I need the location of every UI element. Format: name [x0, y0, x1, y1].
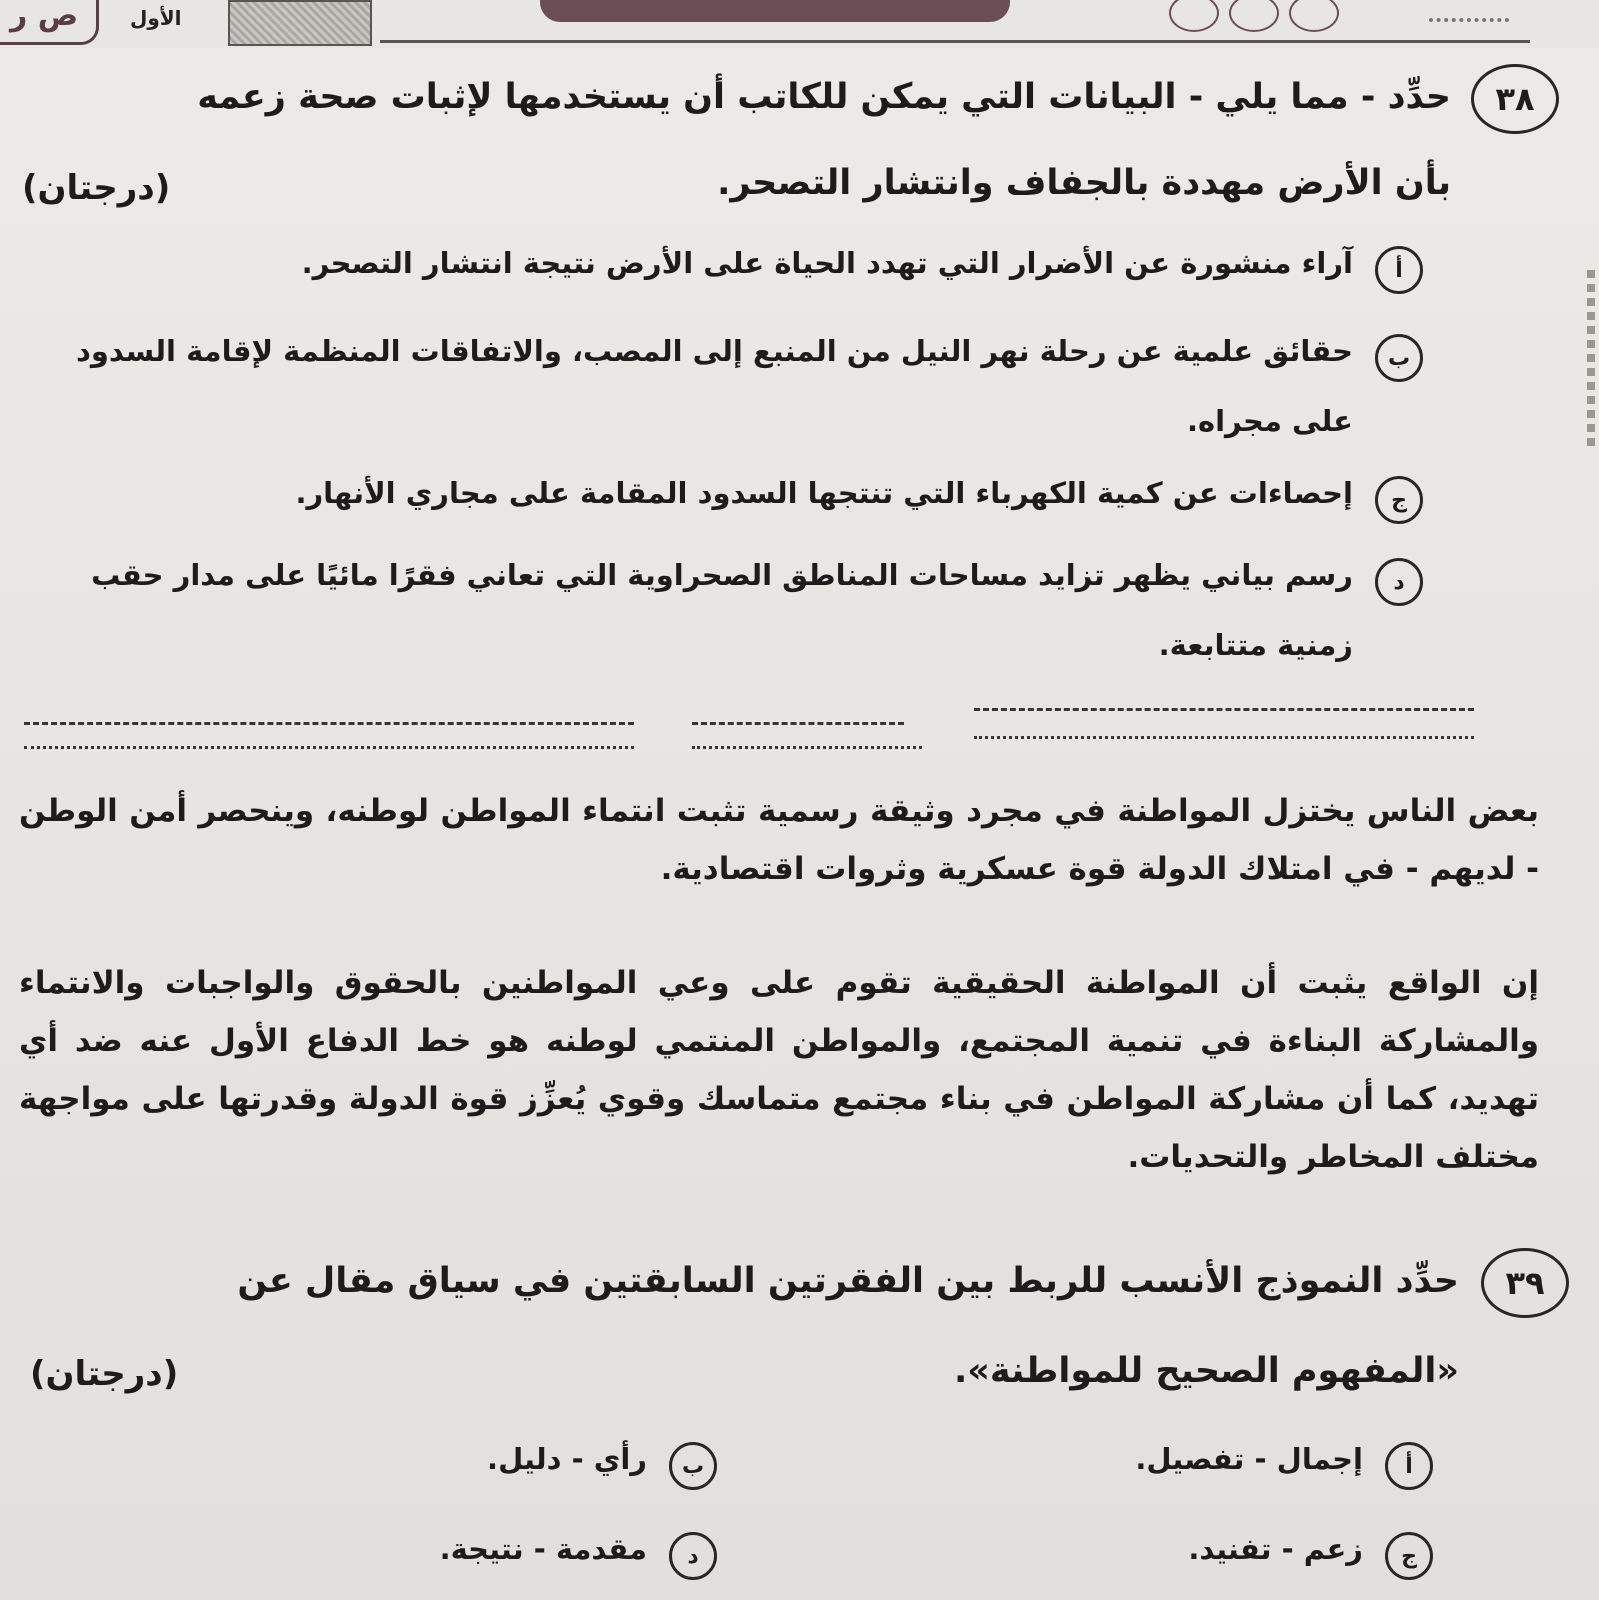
q38-option-a[interactable] [23, 240, 1423, 298]
edition-label: الأول [130, 6, 182, 30]
header-divider [380, 40, 1530, 43]
question-39-number: ٣٩ [1481, 1248, 1569, 1318]
option-letter-a: أ [1375, 246, 1423, 294]
q39-option-b[interactable] [277, 1436, 717, 1494]
option-letter-c: ج [1375, 476, 1423, 524]
option-text: رأي - دليل. [487, 1442, 647, 1476]
question-38-line2: بأن الأرض مهددة بالجفاف وانتشار التصحر. [717, 163, 1451, 203]
side-marks [1587, 270, 1595, 450]
option-letter-c: ج [1385, 1532, 1433, 1580]
separator-line [692, 722, 904, 733]
question-38-grade: (درجتان) [22, 168, 171, 208]
option-text: مقدمة - نتيجة. [439, 1532, 647, 1566]
header-badges [1169, 0, 1339, 32]
question-39-line1: حدِّد النموذج الأنسب للربط بين الفقرتين السابقتين في سياق مقال عن [237, 1261, 1459, 1301]
option-text: حقائق علمية عن رحلة نهر النيل من المنبع إلى المصب، والاتفاقات المنظمة لإقامة السدود على مجراه. [75, 334, 1353, 438]
header-dots [1429, 18, 1509, 22]
q39-option-a[interactable] [993, 1436, 1433, 1494]
option-text: آراء منشورة عن الأضرار التي تهدد الحياة على الأرض نتيجة انتشار التصحر. [301, 246, 1353, 280]
option-letter-d: د [669, 1532, 717, 1580]
logo-icon [228, 0, 372, 46]
brand-mark [0, 0, 99, 45]
separator-line [692, 746, 922, 757]
brand-text: ص ر [10, 0, 79, 33]
separator-line [24, 722, 634, 733]
q38-option-b[interactable] [23, 328, 1423, 456]
separator-line [974, 708, 1474, 719]
separator-line [24, 746, 634, 757]
passage-paragraph-1: بعض الناس يختزل المواطنة في مجرد وثيقة رسمية تثبت انتماء المواطن لوطنه، وينحصر أمن الوطن - لديهم - في امتلاك الدولة قوة عسكرية وثروات اقتصادية. [19, 793, 1539, 887]
page-header [0, 0, 1599, 48]
question-38-number: ٣٨ [1471, 64, 1559, 134]
option-text: رسم بياني يظهر تزايد مساحات المناطق الصحراوية التي تعاني فقرًا مائيًا على مدار حقب زمنية متتابعة. [91, 558, 1353, 662]
option-letter-d: د [1375, 558, 1423, 606]
option-letter-b: ب [669, 1442, 717, 1490]
badge-circle-icon [1229, 0, 1279, 32]
separator-line [974, 736, 1474, 747]
option-text: زعم - تفنيد. [1188, 1532, 1363, 1566]
q39-option-c[interactable] [993, 1526, 1433, 1584]
q38-option-d[interactable] [23, 552, 1423, 680]
option-letter-a: أ [1385, 1442, 1433, 1490]
badge-circle-icon [1169, 0, 1219, 32]
option-letter-b: ب [1375, 334, 1423, 382]
question-38-line1: حدِّد - مما يلي - البيانات التي يمكن للكاتب أن يستخدمها لإثبات صحة زعمه [197, 77, 1451, 117]
q38-option-c[interactable] [23, 470, 1423, 528]
q39-option-d[interactable] [277, 1526, 717, 1584]
option-text: إحصاءات عن كمية الكهرباء التي تنتجها السدود المقامة على مجاري الأنهار. [295, 476, 1353, 510]
question-39-line2: «المفهوم الصحيح للمواطنة». [953, 1351, 1459, 1391]
header-banner [540, 0, 1010, 22]
option-text: إجمال - تفصيل. [1135, 1442, 1363, 1476]
passage-paragraph-2: إن الواقع يثبت أن المواطنة الحقيقية تقوم على وعي المواطنين بالحقوق والواجبات والانتماء والمشاركة البناءة في تنمية المجتمع، والمواطن المنتمي لوطنه هو خط الدفاع الأول عنه ضد أي تهديد، كما أن مشاركة المواطن في بناء مجتمع متماسك وقوي يُعزِّز قوة الدولة وقدرتها على مواجهة مختلف المخاطر والتحديات. [19, 965, 1539, 1175]
question-39-grade: (درجتان) [30, 1354, 179, 1394]
badge-circle-icon [1289, 0, 1339, 32]
